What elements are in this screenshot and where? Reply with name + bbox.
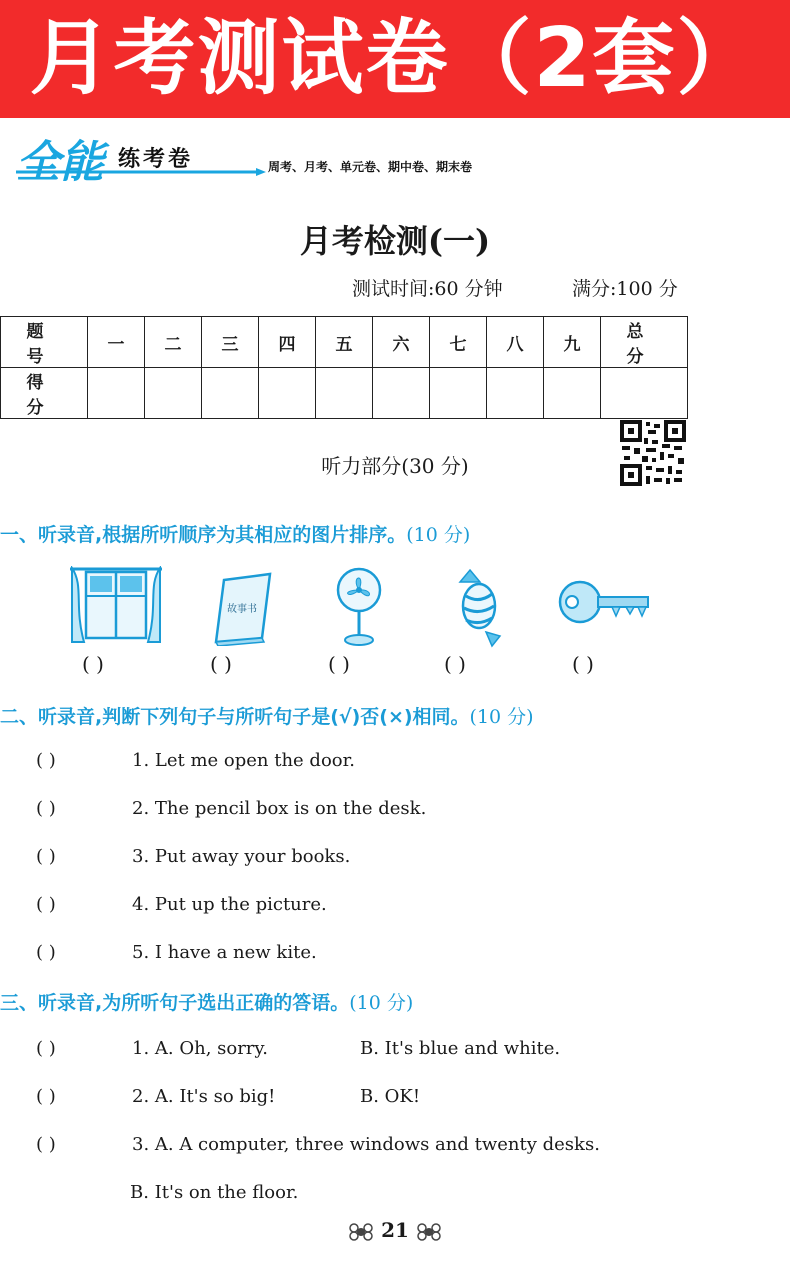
brand-main: 全能	[16, 137, 104, 188]
q2-answer-blank[interactable]: ( )	[36, 798, 56, 819]
exam-title: 月考检测(一)	[299, 222, 491, 260]
q3-option-b: B. It's on the floor.	[130, 1182, 299, 1203]
row-label-score: 得 分	[1, 368, 88, 419]
fan-icon	[334, 566, 384, 648]
q3-option-a: 2. A. It's so big!	[132, 1086, 276, 1107]
q2-answer-blank[interactable]: ( )	[36, 942, 56, 963]
q3-points: (10 分)	[349, 992, 414, 1014]
q1-title	[0, 520, 470, 547]
brand-header	[16, 124, 616, 194]
window-icon	[68, 566, 164, 646]
q3-option-a: 1. A. Oh, sorry.	[132, 1038, 268, 1059]
q3-item	[36, 1086, 275, 1107]
score-cell	[316, 368, 373, 419]
q3-title	[0, 988, 413, 1015]
q2-item-text: 2. The pencil box is on the desk.	[132, 798, 427, 819]
q2-item	[36, 750, 355, 771]
key-icon	[556, 566, 652, 636]
banner-title: 月考测试卷（2套）	[0, 0, 790, 118]
q2-points: (10 分)	[469, 706, 534, 728]
q3-answer-blank[interactable]: ( )	[36, 1134, 56, 1155]
q2-item-text: 3. Put away your books.	[132, 846, 351, 867]
q2-answer-blank[interactable]: ( )	[36, 750, 56, 771]
col-4: 四	[259, 317, 316, 368]
score-cell	[145, 368, 202, 419]
brand-sub: 练考卷	[118, 147, 194, 172]
score-cell	[487, 368, 544, 419]
page-number	[0, 1218, 790, 1242]
q3-option-b: B. It's blue and white.	[360, 1038, 561, 1059]
q3-option-a: 3. A. A computer, three windows and twenty desks.	[132, 1134, 600, 1155]
score-cell	[88, 368, 145, 419]
q3-answer-blank[interactable]: ( )	[36, 1038, 56, 1059]
brand-tagline: 周考、月考、单元卷、期中卷、期末卷	[268, 160, 473, 174]
q2-item	[36, 894, 327, 915]
score-cell	[202, 368, 259, 419]
flower-icon	[348, 1222, 374, 1242]
score-cell	[373, 368, 430, 419]
page-number-text: 21	[381, 1218, 409, 1242]
score-table	[0, 316, 688, 419]
book-label: 故事书	[227, 604, 257, 615]
col-7: 七	[430, 317, 487, 368]
q3-item	[36, 1134, 600, 1155]
listening-header: 听力部分(30 分)	[321, 454, 469, 478]
q1-answer-blank[interactable]: ( )	[82, 652, 104, 676]
col-total: 总 分	[601, 317, 688, 368]
q2-item-text: 5. I have a new kite.	[132, 942, 317, 963]
col-2: 二	[145, 317, 202, 368]
q1-answer-blank[interactable]: ( )	[328, 652, 350, 676]
q3-item	[36, 1038, 268, 1059]
q2-title-text: 二、听录音,判断下列句子与所听句子是(√)否(×)相同。	[0, 706, 470, 728]
q1-answer-blank[interactable]: ( )	[210, 652, 232, 676]
col-6: 六	[373, 317, 430, 368]
q1-answer-blank[interactable]: ( )	[444, 652, 466, 676]
q1-points: (10 分)	[406, 524, 471, 546]
score-cell	[259, 368, 316, 419]
full-score: 满分:100 分	[572, 278, 678, 300]
q2-item	[36, 942, 317, 963]
score-cell	[544, 368, 601, 419]
q2-item-text: 4. Put up the picture.	[132, 894, 327, 915]
score-cell	[430, 368, 487, 419]
test-time: 测试时间:60 分钟	[352, 278, 503, 300]
q3-option-b: B. OK!	[360, 1086, 421, 1107]
row-label-number: 题 号	[1, 317, 88, 368]
brand-underline	[16, 168, 266, 176]
flower-icon	[416, 1222, 442, 1242]
q2-title	[0, 702, 534, 729]
col-9: 九	[544, 317, 601, 368]
col-1: 一	[88, 317, 145, 368]
book-icon	[210, 566, 276, 646]
table-row	[1, 368, 688, 419]
score-cell	[601, 368, 688, 419]
q1-title-text: 一、听录音,根据所听顺序为其相应的图片排序。	[0, 524, 407, 546]
q2-answer-blank[interactable]: ( )	[36, 846, 56, 867]
col-3: 三	[202, 317, 259, 368]
q1-answer-blank[interactable]: ( )	[572, 652, 594, 676]
candy-icon	[452, 566, 506, 648]
table-row	[1, 317, 688, 368]
col-5: 五	[316, 317, 373, 368]
q2-item	[36, 798, 426, 819]
q3-title-text: 三、听录音,为所听句子选出正确的答语。	[0, 992, 350, 1014]
q2-item-text: 1. Let me open the door.	[132, 750, 355, 771]
q2-answer-blank[interactable]: ( )	[36, 894, 56, 915]
q2-item	[36, 846, 350, 867]
q3-answer-blank[interactable]: ( )	[36, 1086, 56, 1107]
col-8: 八	[487, 317, 544, 368]
